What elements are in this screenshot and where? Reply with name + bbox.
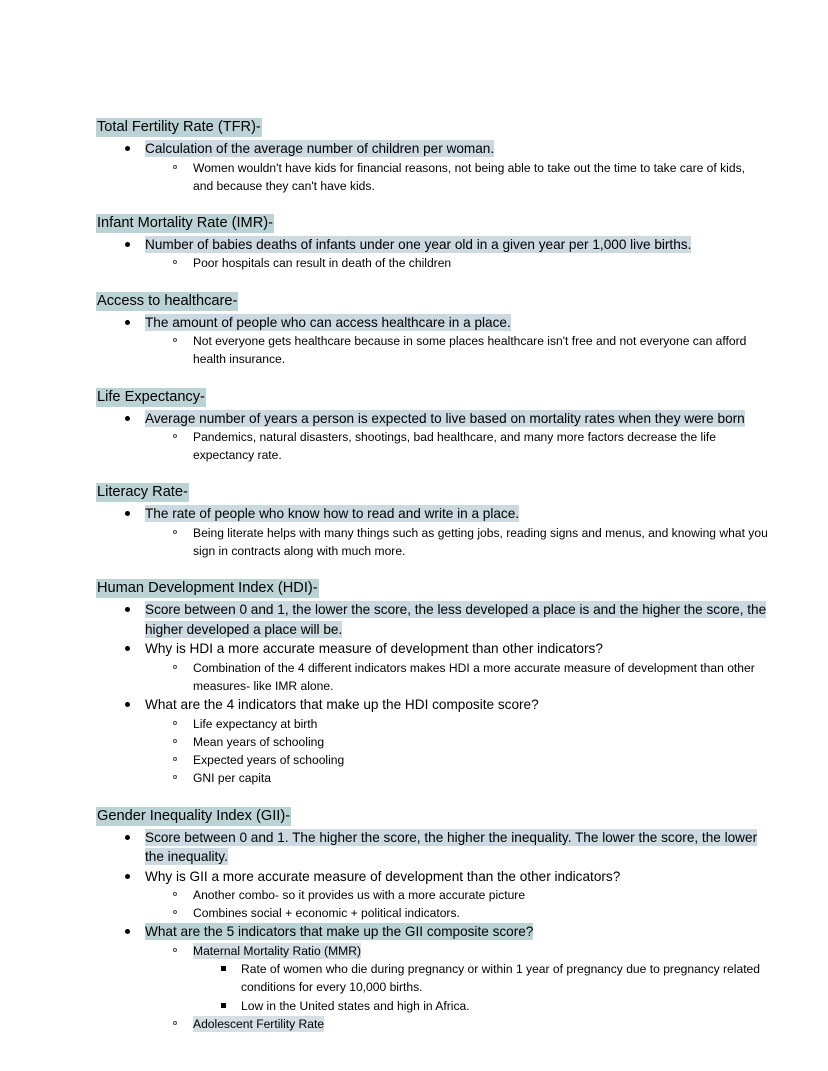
list-item-text: Adolescent Fertility Rate	[193, 1016, 325, 1031]
bullet-list-level-2	[145, 659, 768, 695]
list-item-text: Maternal Mortality Ratio (MMR)	[193, 943, 361, 958]
list-item	[96, 235, 768, 273]
list-item	[145, 715, 768, 733]
list-item-text: Poor hospitals can result in death of the children	[193, 256, 452, 271]
list-item	[96, 139, 768, 195]
section-heading-text: Literacy Rate-	[97, 484, 188, 501]
section-heading-text: Life Expectancy-	[97, 388, 205, 405]
bullet-list-level-2	[145, 428, 768, 464]
section-heading-text: Access to healthcare-	[97, 292, 238, 309]
list-item-text: Score between 0 and 1. The higher the score, the higher the inequality. The lower the score, the lower the inequality.	[145, 829, 758, 865]
bullet-list-level-1	[96, 235, 768, 273]
list-item-text: Not everyone gets healthcare because in some places healthcare isn't free and not everyone can afford health insurance.	[193, 334, 747, 367]
circle-bullet-icon	[173, 1021, 177, 1025]
disc-bullet-icon	[125, 835, 130, 840]
disc-bullet-icon	[125, 646, 130, 651]
bullet-list-level-3	[193, 960, 768, 1015]
list-item-text: Average number of years a person is expected to live based on mortality rates when they were born	[145, 410, 745, 426]
document-section	[96, 579, 768, 787]
list-item-text: Women wouldn't have kids for financial reasons, not being able to take out the time to take care of kids, and because they can't have kids.	[193, 160, 745, 193]
section-heading-text: Human Development Index (HDI)-	[97, 580, 318, 597]
disc-bullet-icon	[125, 242, 130, 247]
list-item	[145, 751, 768, 769]
bullet-list-level-2	[145, 159, 768, 195]
document-section	[96, 214, 768, 273]
list-item	[96, 828, 768, 867]
list-item-text: Number of babies deaths of infants under one year old in a given year per 1,000 live births.	[145, 236, 692, 252]
section-heading	[96, 214, 768, 233]
disc-bullet-icon	[125, 929, 130, 934]
circle-bullet-icon	[173, 338, 177, 342]
list-item	[96, 504, 768, 560]
list-item	[145, 159, 768, 195]
disc-bullet-icon	[125, 702, 130, 707]
list-item-text: Score between 0 and 1, the lower the score, the less developed a place is and the higher the score, the higher developed a place will be.	[145, 602, 767, 637]
list-item-text: Combination of the 4 different indicators makes HDI a more accurate measure of development than other measures- like IMR alone.	[193, 660, 755, 694]
bullet-list-level-1	[96, 600, 768, 787]
section-heading	[96, 579, 768, 598]
list-item	[96, 600, 768, 639]
section-heading	[96, 292, 768, 311]
list-item	[96, 695, 768, 787]
section-heading-text: Total Fertility Rate (TFR)-	[97, 119, 261, 135]
document-section	[96, 807, 768, 1033]
document-section	[96, 292, 768, 369]
list-item-text: Combines social + economic + political indicators.	[193, 906, 460, 921]
list-item	[193, 960, 768, 996]
section-heading	[96, 483, 768, 502]
bullet-list-level-1	[96, 139, 768, 195]
list-item	[145, 254, 768, 272]
list-item	[96, 867, 768, 923]
list-item-text: The amount of people who can access healthcare in a place.	[145, 314, 511, 330]
bullet-list-level-2	[145, 524, 768, 560]
list-item-text: GNI per capita	[193, 771, 271, 786]
disc-bullet-icon	[125, 146, 130, 151]
list-item	[96, 313, 768, 369]
document-section	[96, 118, 768, 195]
circle-bullet-icon	[173, 260, 177, 264]
list-item-text: Life expectancy at birth	[193, 716, 318, 731]
circle-bullet-icon	[173, 165, 177, 169]
list-item	[96, 922, 768, 1033]
bullet-list-level-1	[96, 409, 768, 465]
list-item-text: Being literate helps with many things such as getting jobs, reading signs and menus, and knowing what you sign in contracts along with much more.	[193, 525, 768, 559]
list-item-text: Calculation of the average number of children per woman.	[145, 141, 495, 156]
list-item	[145, 659, 768, 695]
list-item	[145, 769, 768, 787]
list-item	[145, 942, 768, 1015]
list-item-text: What are the 5 indicators that make up the GII composite score?	[145, 924, 534, 940]
list-item	[96, 409, 768, 465]
bullet-list-level-1	[96, 313, 768, 369]
section-heading	[96, 388, 768, 407]
square-bullet-icon	[221, 966, 226, 971]
circle-bullet-icon	[173, 739, 177, 743]
section-heading	[96, 807, 768, 826]
disc-bullet-icon	[125, 511, 130, 516]
circle-bullet-icon	[173, 530, 177, 534]
list-item	[145, 524, 768, 560]
list-item-text: Low in the United states and high in Africa.	[241, 998, 470, 1013]
list-item-text: Why is HDI a more accurate measure of development than other indicators?	[145, 641, 603, 657]
bullet-list-level-2	[145, 254, 768, 272]
list-item-text: Rate of women who die during pregnancy or within 1 year of pregnancy due to pregnancy related conditions for every 10,000 births.	[241, 962, 761, 995]
list-item-text: Pandemics, natural disasters, shootings, bad healthcare, and many more factors decrease the life expectancy rate.	[193, 430, 717, 463]
list-item	[145, 733, 768, 751]
list-item-text: Expected years of schooling	[193, 753, 345, 768]
bullet-list-level-2	[145, 332, 768, 368]
list-item	[96, 639, 768, 695]
list-item-text: Mean years of schooling	[193, 734, 325, 749]
disc-bullet-icon	[125, 874, 130, 879]
bullet-list-level-1	[96, 504, 768, 560]
section-heading	[96, 118, 768, 137]
bullet-list-level-2	[145, 942, 768, 1033]
document-section	[96, 483, 768, 560]
list-item-text: Another combo- so it provides us with a more accurate picture	[193, 888, 526, 903]
list-item	[145, 904, 768, 922]
circle-bullet-icon	[173, 721, 177, 725]
document-body	[96, 118, 768, 1033]
document-section	[96, 388, 768, 465]
circle-bullet-icon	[173, 665, 177, 669]
circle-bullet-icon	[173, 434, 177, 438]
bullet-list-level-1	[96, 828, 768, 1033]
disc-bullet-icon	[125, 416, 130, 421]
square-bullet-icon	[221, 1003, 226, 1008]
list-item	[145, 1015, 768, 1033]
list-item-text: The rate of people who know how to read and write in a place.	[145, 506, 520, 522]
list-item-text: What are the 4 indicators that make up the HDI composite score?	[145, 697, 539, 713]
list-item	[193, 997, 768, 1015]
list-item	[145, 332, 768, 368]
disc-bullet-icon	[125, 320, 130, 325]
list-item	[145, 428, 768, 464]
circle-bullet-icon	[173, 892, 177, 896]
list-item-text: Why is GII a more accurate measure of development than the other indicators?	[145, 868, 621, 884]
disc-bullet-icon	[125, 607, 130, 612]
section-heading-text: Infant Mortality Rate (IMR)-	[97, 214, 273, 231]
list-item	[145, 886, 768, 904]
circle-bullet-icon	[173, 948, 177, 952]
circle-bullet-icon	[173, 757, 177, 761]
bullet-list-level-2	[145, 715, 768, 788]
bullet-list-level-2	[145, 886, 768, 922]
circle-bullet-icon	[173, 775, 177, 779]
section-heading-text: Gender Inequality Index (GII)-	[97, 807, 291, 824]
circle-bullet-icon	[173, 910, 177, 914]
